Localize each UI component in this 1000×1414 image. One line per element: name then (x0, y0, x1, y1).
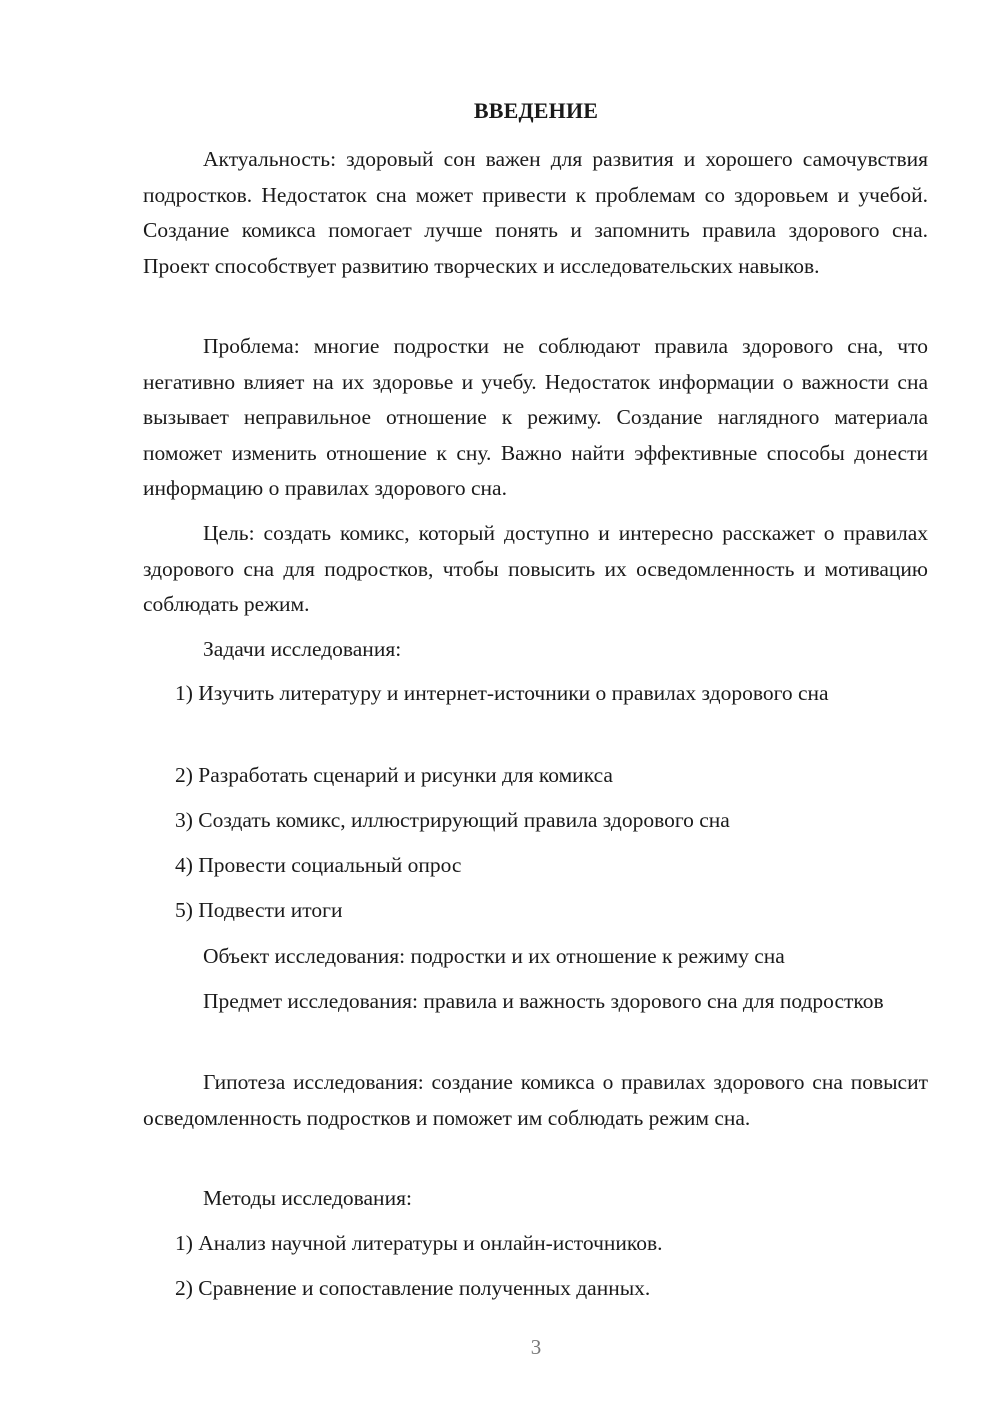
task-item: 3) Создать комикс, иллюстрирующий правила здорового сна (175, 808, 730, 832)
task-item: 4) Провести социальный опрос (175, 853, 462, 877)
methods-heading: Методы исследования: (203, 1186, 412, 1210)
subject-paragraph: Предмет исследования: правила и важность здорового сна для подростков (203, 989, 884, 1013)
task-item: 5) Подвести итоги (175, 898, 343, 922)
tasks-heading: Задачи исследования: (203, 637, 402, 661)
page-number: 3 (530, 1335, 542, 1359)
method-item: 1) Анализ научной литературы и онлайн-источников. (175, 1231, 663, 1255)
task-item: 1) Изучить литературу и интернет-источники о правилах здорового сна (175, 681, 829, 705)
method-item: 2) Сравнение и сопоставление полученных данных. (175, 1276, 651, 1300)
relevance-paragraph: Актуальность: здоровый сон важен для развития и хорошего самочувствия подростков. Недостаток сна может привести к проблемам со здоровьем и учебой. Создание комикса помогает лучше понять и запомнить правила здорового сна. Проект способствует развитию творческих и исследовательских навыков. (143, 147, 928, 278)
goal-paragraph: Цель: создать комикс, который доступно и интересно расскажет о правилах здорового сна для подростков, чтобы повысить их осведомленность и мотивацию соблюдать режим. (143, 521, 928, 616)
object-paragraph: Объект исследования: подростки и их отношение к режиму сна (203, 944, 785, 968)
problem-paragraph: Проблема: многие подростки не соблюдают правила здорового сна, что негативно влияет на их здоровье и учебу. Недостаток информации о важности сна вызывает неправильное отношение к режиму. Создание наглядного материала поможет изменить отношение к сну. Важно найти эффективные способы донести информацию о правилах здорового сна. (143, 334, 928, 500)
task-item: 2) Разработать сценарий и рисунки для комикса (175, 763, 613, 787)
hypothesis-paragraph: Гипотеза исследования: создание комикса о правилах здорового сна повысит осведомленность подростков и поможет им соблюдать режим сна. (143, 1070, 928, 1130)
page-title: ВВЕДЕНИЕ (473, 98, 599, 123)
